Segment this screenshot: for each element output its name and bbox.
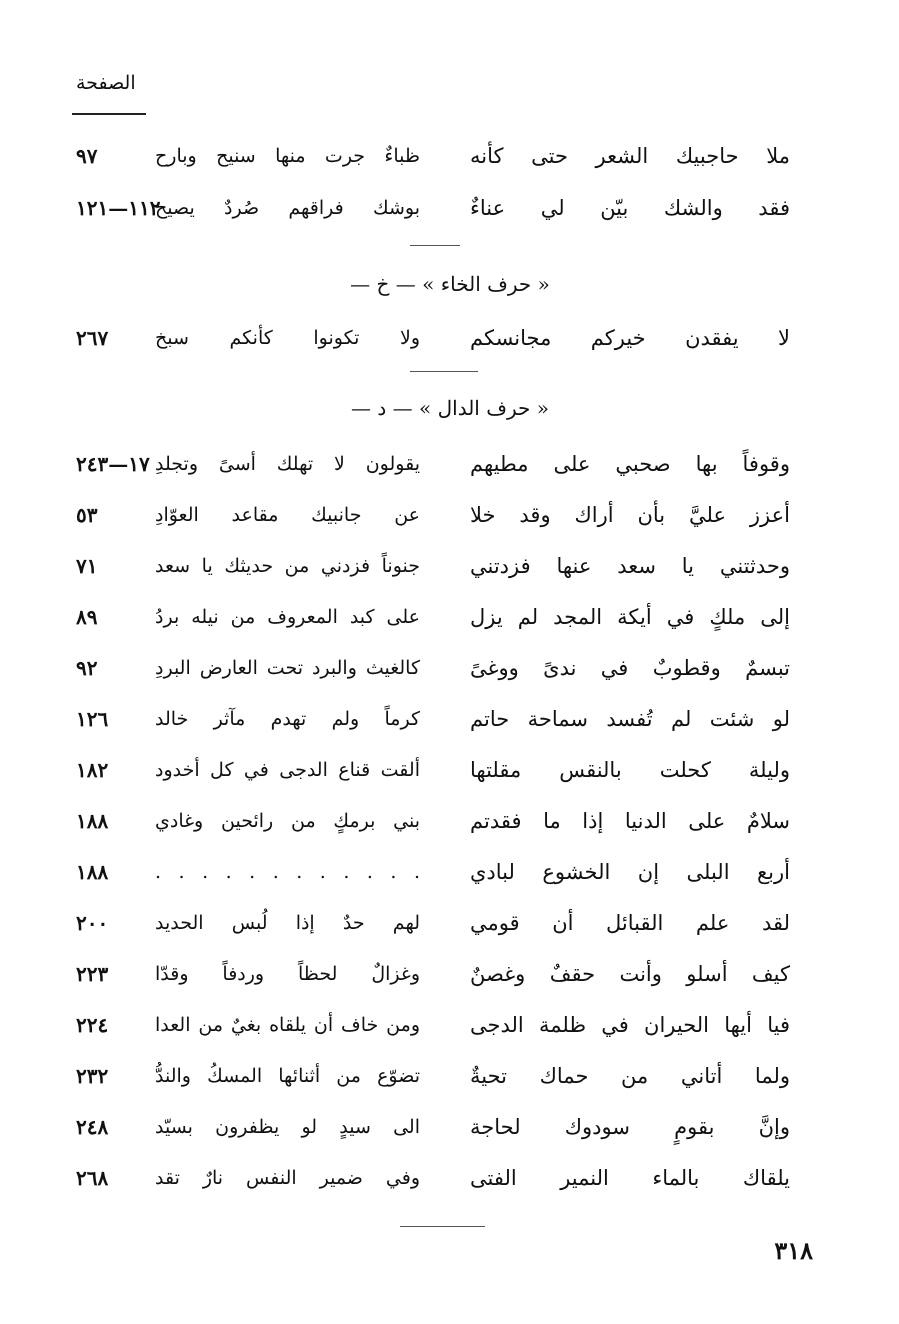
page-reference: ٢٢٤: [76, 1013, 109, 1037]
first-hemistich: وقوفاً بها صحبي على مطيهم: [470, 452, 790, 476]
first-hemistich: فقد والشك بيّن لي عناءٌ: [470, 196, 790, 220]
second-hemistich-elided: . . . . . . . . . . . .: [155, 861, 420, 883]
page-reference: ٢٢٣: [76, 962, 109, 986]
verse-row: [60, 852, 790, 892]
second-hemistich: وغزالٌ لحظاً وردفاً وقدّا: [155, 963, 420, 985]
second-hemistich: ولا تكونوا كأنكم سبخ: [155, 327, 420, 349]
page-reference: ١٢٦: [76, 707, 109, 731]
first-hemistich: يلقاك بالماء النمير الفتى: [470, 1166, 790, 1190]
verse-row: [60, 1005, 790, 1045]
verse-row: [60, 954, 790, 994]
second-hemistich: الى سيدٍ لو يظفرون بسيّد: [155, 1116, 420, 1138]
first-hemistich: وليلة كحلت بالنقس مقلتها: [470, 758, 790, 782]
page-number: ٣١٨: [774, 1236, 813, 1265]
second-hemistich: وفي ضمير النفس نارٌ تقد: [155, 1167, 420, 1189]
second-hemistich: بوشك فراقهم صُردٌ يصيح: [155, 197, 420, 219]
page-reference: ٢٠٠: [76, 911, 109, 935]
page-reference: ١٨٨: [76, 860, 109, 884]
page-reference: ٩٢: [76, 656, 98, 680]
second-hemistich: كرماً ولم تهدم مآثر خالد: [155, 708, 420, 730]
first-hemistich: إلى ملكٍ في أيكة المجد لم يزل: [470, 605, 790, 629]
verse-row: [60, 546, 790, 586]
page-reference: ٨٩: [76, 605, 98, 629]
verse-row: [60, 750, 790, 790]
second-hemistich: لهم حدٌ إذا لُبس الحديد: [155, 912, 420, 934]
first-hemistich: ولما أتاني من حماك تحيةٌ: [470, 1064, 790, 1088]
page-label-underline: [72, 113, 146, 115]
page-reference: ٧١: [76, 554, 98, 578]
section-divider: [400, 1226, 485, 1227]
first-hemistich: وإنَّ بقومٍ سودوك لحاجة: [470, 1115, 790, 1139]
page-reference: ١٧—٢٤٣: [76, 452, 150, 476]
page-reference: ٢٤٨: [76, 1115, 109, 1139]
page-reference: ٢٦٧: [76, 326, 109, 350]
second-hemistich: جنوناً فزدني من حديثك يا سعد: [155, 555, 420, 577]
page-reference: ١١٢—١٢١: [76, 196, 161, 220]
verse-row: [60, 597, 790, 637]
second-hemistich: ألقت قناع الدجى في كل أخدود: [155, 759, 420, 781]
second-hemistich: كالغيث والبرد تحت العارض البردِ: [155, 657, 420, 679]
second-hemistich: ظباءٌ جرت منها سنيح وبارح: [155, 145, 420, 167]
first-hemistich: أعزز عليَّ بأن أراك وقد خلا: [470, 503, 790, 527]
second-hemistich: عن جانبيك مقاعد العوّادِ: [155, 504, 420, 526]
page-reference: ٢٣٢: [76, 1064, 109, 1088]
first-hemistich: لقد علم القبائل أن قومي: [470, 911, 790, 935]
first-hemistich: لو شئت لم تُفسد سماحة حاتم: [470, 707, 790, 731]
verse-row: [60, 495, 790, 535]
second-hemistich: بني برمكٍ من رائحين وغادي: [155, 810, 420, 832]
section-heading-khaa: « حرف الخاء » — خ —: [350, 272, 550, 296]
verse-row: [60, 188, 790, 228]
second-hemistich: على كبد المعروف من نيله بردُ: [155, 606, 420, 628]
page-column-label: الصفحة: [76, 72, 136, 94]
verse-row: [60, 903, 790, 943]
verse-row: [60, 136, 790, 176]
verse-row: [60, 699, 790, 739]
first-hemistich: كيف أسلو وأنت حقفٌ وغصنٌ: [470, 962, 790, 986]
first-hemistich: فيا أيها الحيران في ظلمة الدجى: [470, 1013, 790, 1037]
page-reference: ٥٣: [76, 503, 98, 527]
second-hemistich: يقولون لا تهلك أسىً وتجلدِ: [155, 453, 420, 475]
page-reference: ٢٦٨: [76, 1166, 109, 1190]
first-hemistich: سلامٌ على الدنيا إذا ما فقدتم: [470, 809, 790, 833]
second-hemistich: ومن خاف أن يلقاه بغيٌ من العدا: [155, 1014, 420, 1036]
first-hemistich: أربع البلى إن الخشوع لبادي: [470, 860, 790, 884]
verse-row: [60, 1158, 790, 1198]
first-hemistich: وحدثتني يا سعد عنها فزدتني: [470, 554, 790, 578]
verse-row: [60, 444, 790, 484]
first-hemistich: ملا حاجبيك الشعر حتى كأنه: [470, 144, 790, 168]
first-hemistich: لا يفقدن خيركم مجانسكم: [470, 326, 790, 350]
section-divider: [410, 245, 460, 246]
second-hemistich: تضوّع من أثنائها المسكُ والندُّ: [155, 1065, 420, 1087]
verse-row: [60, 648, 790, 688]
page-reference: ١٨٢: [76, 758, 109, 782]
verse-row: [60, 801, 790, 841]
verse-row: [60, 1107, 790, 1147]
verse-row: [60, 1056, 790, 1096]
page-reference: ١٨٨: [76, 809, 109, 833]
section-heading-daal: « حرف الدال » — د —: [351, 396, 549, 420]
page-reference: ٩٧: [76, 144, 98, 168]
verse-row: [60, 318, 790, 358]
section-divider: [410, 371, 478, 372]
first-hemistich: تبسمٌ وقطوبٌ في ندىً ووغىً: [470, 656, 790, 680]
